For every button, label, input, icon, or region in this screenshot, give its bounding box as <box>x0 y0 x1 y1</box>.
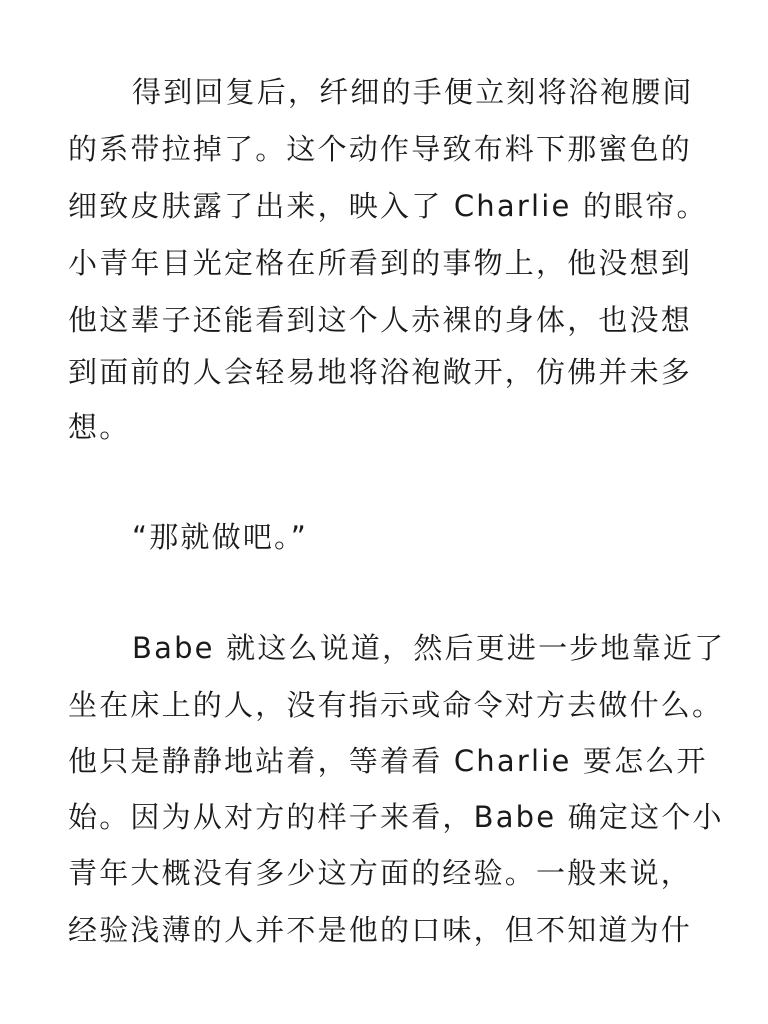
paragraph-2-line-1: “那就做吧。” <box>132 520 308 554</box>
paragraph-3-line-5: 青年大概没有多少这方面的经验。一般来说， <box>68 856 693 890</box>
paragraph-1-line-7: 想。 <box>68 410 131 444</box>
paragraph-1-line-6: 到面前的人会轻易地将浴袍敞开，仿佛并未多 <box>68 355 693 389</box>
paragraph-3-line-6: 经验浅薄的人并不是他的口味，但不知道为什 <box>68 913 693 947</box>
paragraph-3-line-2: 坐在床上的人，没有指示或命令对方去做什么。 <box>68 688 724 722</box>
paragraph-1-line-5: 他这辈子还能看到这个人赤裸的身体，也没想 <box>68 303 693 337</box>
paragraph-3-line-3: 他只是静静地站着，等着看 Charlie 要怎么开 <box>68 744 708 778</box>
paragraph-3-line-4: 始。因为从对方的样子来看，Babe 确定这个小 <box>68 800 724 834</box>
paragraph-1-line-4: 小青年目光定格在所看到的事物上，他没想到 <box>68 246 693 280</box>
paragraph-1-line-3: 细致皮肤露了出来，映入了 Charlie 的眼帘。 <box>68 189 708 223</box>
paragraph-1-line-2: 的系带拉掉了。这个动作导致布料下那蜜色的 <box>68 132 693 166</box>
paragraph-3-line-1: Babe 就这么说道，然后更进一步地靠近了 <box>132 631 726 665</box>
paragraph-1-line-1: 得到回复后，纤细的手便立刻将浴袍腰间 <box>132 75 694 109</box>
